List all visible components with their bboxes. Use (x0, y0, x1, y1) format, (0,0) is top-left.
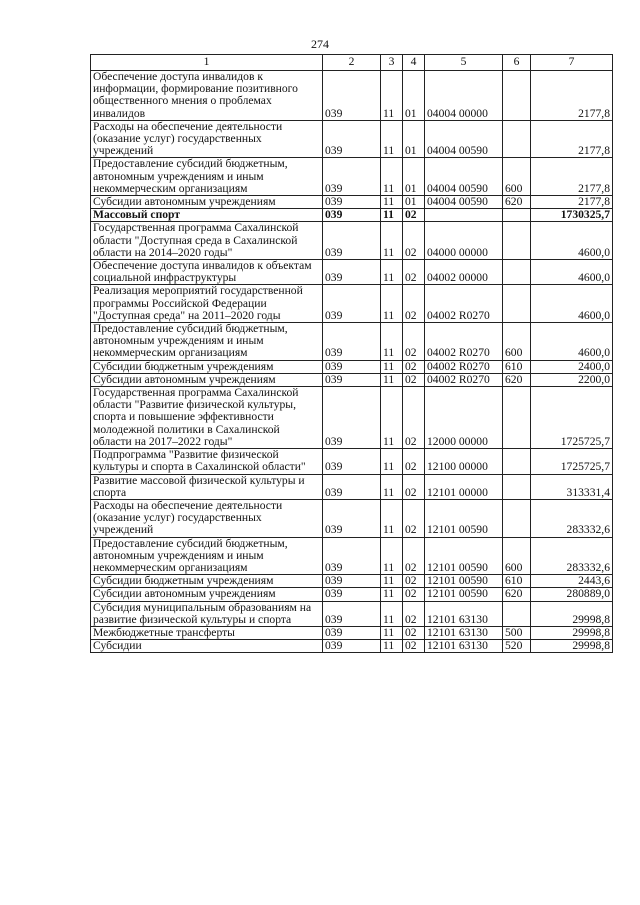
section-cell: 11 (381, 537, 403, 575)
table-row (91, 71, 613, 121)
amount-cell: 29998,8 (531, 601, 613, 626)
row-name-cell: Субсидии автономным учреждениям (91, 373, 323, 386)
amount-cell: 2443,6 (531, 575, 613, 588)
row-name-cell: Обеспечение доступа инвалидов к объектам социальной инфраструктуры (91, 260, 323, 285)
expense-type-cell: 620 (503, 196, 531, 209)
table-row (91, 387, 613, 449)
section-cell: 11 (381, 323, 403, 361)
code-cell: 039 (323, 71, 381, 121)
row-name-cell: Государственная программа Сахалинской области "Развитие физической культуры, спорта и повышение эффективности молодежной политики в Сахалинской области на 2017–2022 годы" (91, 387, 323, 449)
row-name-cell: Расходы на обеспечение деятельности (оказание услуг) государственных учреждений (91, 120, 323, 158)
table-row (91, 575, 613, 588)
column-header: 7 (531, 55, 613, 71)
target-code-cell: 12101 00590 (425, 588, 503, 601)
code-cell: 039 (323, 285, 381, 323)
target-code-cell: 04002 00000 (425, 260, 503, 285)
subsection-cell: 02 (403, 222, 425, 260)
target-code-cell: 12101 63130 (425, 640, 503, 653)
subsection-cell: 02 (403, 537, 425, 575)
code-cell: 039 (323, 626, 381, 639)
section-cell: 11 (381, 209, 403, 222)
section-cell: 11 (381, 474, 403, 499)
section-cell: 11 (381, 387, 403, 449)
section-cell: 11 (381, 260, 403, 285)
subsection-cell: 02 (403, 588, 425, 601)
code-cell: 039 (323, 575, 381, 588)
subsection-cell: 02 (403, 323, 425, 361)
target-code-cell: 04000 00000 (425, 222, 503, 260)
amount-cell: 1730325,7 (531, 209, 613, 222)
subsection-cell: 02 (403, 373, 425, 386)
row-name-cell: Субсидия муниципальным образованиям на развитие физической культуры и спорта (91, 601, 323, 626)
row-name-cell: Межбюджетные трансферты (91, 626, 323, 639)
code-cell: 039 (323, 209, 381, 222)
expense-type-cell (503, 474, 531, 499)
table-row (91, 120, 613, 158)
target-code-cell: 04002 R0270 (425, 323, 503, 361)
table-row (91, 209, 613, 222)
target-code-cell: 12100 00000 (425, 449, 503, 474)
table-row (91, 499, 613, 537)
section-cell: 11 (381, 360, 403, 373)
amount-cell: 4600,0 (531, 222, 613, 260)
amount-cell: 29998,8 (531, 640, 613, 653)
row-name-cell: Расходы на обеспечение деятельности (оказание услуг) государственных учреждений (91, 499, 323, 537)
target-code-cell: 12101 00590 (425, 537, 503, 575)
amount-cell: 2400,0 (531, 360, 613, 373)
section-cell: 11 (381, 285, 403, 323)
amount-cell: 1725725,7 (531, 387, 613, 449)
code-cell: 039 (323, 449, 381, 474)
subsection-cell: 02 (403, 575, 425, 588)
expense-type-cell: 610 (503, 360, 531, 373)
amount-cell: 2177,8 (531, 71, 613, 121)
subsection-cell: 01 (403, 158, 425, 196)
row-name-cell: Предоставление субсидий бюджетным, автономным учреждениям и иным некоммерческим организациям (91, 537, 323, 575)
expense-type-cell (503, 222, 531, 260)
header-row (91, 55, 613, 71)
code-cell: 039 (323, 387, 381, 449)
table-row (91, 285, 613, 323)
subsection-cell: 02 (403, 387, 425, 449)
target-code-cell: 04004 00590 (425, 158, 503, 196)
row-name-cell: Обеспечение доступа инвалидов к информации, формирование позитивного общественного мнения о проблемах инвалидов (91, 71, 323, 121)
page-number: 274 (311, 37, 329, 51)
code-cell: 039 (323, 474, 381, 499)
subsection-cell: 02 (403, 601, 425, 626)
target-code-cell: 12101 63130 (425, 601, 503, 626)
table-row (91, 222, 613, 260)
target-code-cell: 12101 00000 (425, 474, 503, 499)
amount-cell: 4600,0 (531, 260, 613, 285)
expense-type-cell (503, 601, 531, 626)
expense-type-cell: 600 (503, 323, 531, 361)
code-cell: 039 (323, 640, 381, 653)
row-name-cell: Субсидии бюджетным учреждениям (91, 575, 323, 588)
table-row (91, 537, 613, 575)
column-header: 3 (381, 55, 403, 71)
row-name-cell: Государственная программа Сахалинской области "Доступная среда в Сахалинской области на 2014–2020 годы" (91, 222, 323, 260)
row-name-cell: Предоставление субсидий бюджетным, автономным учреждениям и иным некоммерческим организациям (91, 323, 323, 361)
table-row (91, 640, 613, 653)
expense-type-cell: 500 (503, 626, 531, 639)
target-code-cell: 12101 00590 (425, 575, 503, 588)
table-row (91, 373, 613, 386)
code-cell: 039 (323, 360, 381, 373)
target-code-cell (425, 209, 503, 222)
code-cell: 039 (323, 588, 381, 601)
row-name-cell: Предоставление субсидий бюджетным, автономным учреждениям и иным некоммерческим организациям (91, 158, 323, 196)
row-name-cell: Развитие массовой физической культуры и спорта (91, 474, 323, 499)
amount-cell: 2177,8 (531, 120, 613, 158)
subsection-cell: 02 (403, 626, 425, 639)
expense-type-cell: 600 (503, 537, 531, 575)
expense-type-cell (503, 499, 531, 537)
subsection-cell: 01 (403, 196, 425, 209)
subsection-cell: 02 (403, 474, 425, 499)
amount-cell: 2200,0 (531, 373, 613, 386)
section-cell: 11 (381, 640, 403, 653)
target-code-cell: 04004 00000 (425, 71, 503, 121)
section-cell: 11 (381, 71, 403, 121)
subsection-cell: 02 (403, 449, 425, 474)
subsection-cell: 02 (403, 285, 425, 323)
row-name-cell: Субсидии бюджетным учреждениям (91, 360, 323, 373)
column-header: 1 (91, 55, 323, 71)
subsection-cell: 02 (403, 640, 425, 653)
expense-type-cell (503, 387, 531, 449)
code-cell: 039 (323, 196, 381, 209)
target-code-cell: 04002 R0270 (425, 285, 503, 323)
expense-type-cell: 620 (503, 373, 531, 386)
expense-type-cell (503, 71, 531, 121)
code-cell: 039 (323, 120, 381, 158)
code-cell: 039 (323, 537, 381, 575)
section-cell: 11 (381, 601, 403, 626)
target-code-cell: 12101 00590 (425, 499, 503, 537)
code-cell: 039 (323, 260, 381, 285)
table-row (91, 158, 613, 196)
budget-table (90, 54, 613, 653)
table-row (91, 474, 613, 499)
subsection-cell: 02 (403, 499, 425, 537)
subsection-cell: 02 (403, 260, 425, 285)
section-cell: 11 (381, 575, 403, 588)
row-name-cell: Субсидии автономным учреждениям (91, 588, 323, 601)
table-row (91, 323, 613, 361)
section-cell: 11 (381, 158, 403, 196)
subsection-cell: 02 (403, 360, 425, 373)
expense-type-cell (503, 449, 531, 474)
expense-type-cell (503, 120, 531, 158)
target-code-cell: 04004 00590 (425, 120, 503, 158)
expense-type-cell (503, 209, 531, 222)
amount-cell: 2177,8 (531, 196, 613, 209)
expense-type-cell: 520 (503, 640, 531, 653)
section-cell: 11 (381, 222, 403, 260)
table-row (91, 601, 613, 626)
expense-type-cell: 610 (503, 575, 531, 588)
row-name-cell: Субсидии (91, 640, 323, 653)
table-row (91, 260, 613, 285)
amount-cell: 283332,6 (531, 537, 613, 575)
code-cell: 039 (323, 373, 381, 386)
amount-cell: 283332,6 (531, 499, 613, 537)
target-code-cell: 04004 00590 (425, 196, 503, 209)
table-row (91, 449, 613, 474)
section-cell: 11 (381, 373, 403, 386)
code-cell: 039 (323, 158, 381, 196)
subsection-cell: 01 (403, 120, 425, 158)
amount-cell: 29998,8 (531, 626, 613, 639)
amount-cell: 4600,0 (531, 323, 613, 361)
amount-cell: 280889,0 (531, 588, 613, 601)
amount-cell: 313331,4 (531, 474, 613, 499)
table-row (91, 626, 613, 639)
expense-type-cell (503, 260, 531, 285)
amount-cell: 1725725,7 (531, 449, 613, 474)
target-code-cell: 12101 63130 (425, 626, 503, 639)
row-name-cell: Реализация мероприятий государственной программы Российской Федерации "Доступная среда" на 2011–2020 годы (91, 285, 323, 323)
section-cell: 11 (381, 499, 403, 537)
expense-type-cell: 600 (503, 158, 531, 196)
section-cell: 11 (381, 449, 403, 474)
column-header: 4 (403, 55, 425, 71)
section-cell: 11 (381, 196, 403, 209)
section-cell: 11 (381, 588, 403, 601)
table-row (91, 196, 613, 209)
target-code-cell: 04002 R0270 (425, 360, 503, 373)
amount-cell: 4600,0 (531, 285, 613, 323)
target-code-cell: 04002 R0270 (425, 373, 503, 386)
row-name-cell: Подпрограмма "Развитие физической культуры и спорта в Сахалинской области" (91, 449, 323, 474)
column-header: 6 (503, 55, 531, 71)
column-header: 2 (323, 55, 381, 71)
amount-cell: 2177,8 (531, 158, 613, 196)
code-cell: 039 (323, 222, 381, 260)
row-name-cell: Массовый спорт (91, 209, 323, 222)
subsection-cell: 01 (403, 71, 425, 121)
expense-type-cell: 620 (503, 588, 531, 601)
target-code-cell: 12000 00000 (425, 387, 503, 449)
column-header: 5 (425, 55, 503, 71)
section-cell: 11 (381, 626, 403, 639)
code-cell: 039 (323, 323, 381, 361)
row-name-cell: Субсидии автономным учреждениям (91, 196, 323, 209)
subsection-cell: 02 (403, 209, 425, 222)
code-cell: 039 (323, 601, 381, 626)
table-row (91, 360, 613, 373)
code-cell: 039 (323, 499, 381, 537)
expense-type-cell (503, 285, 531, 323)
table-row (91, 588, 613, 601)
section-cell: 11 (381, 120, 403, 158)
